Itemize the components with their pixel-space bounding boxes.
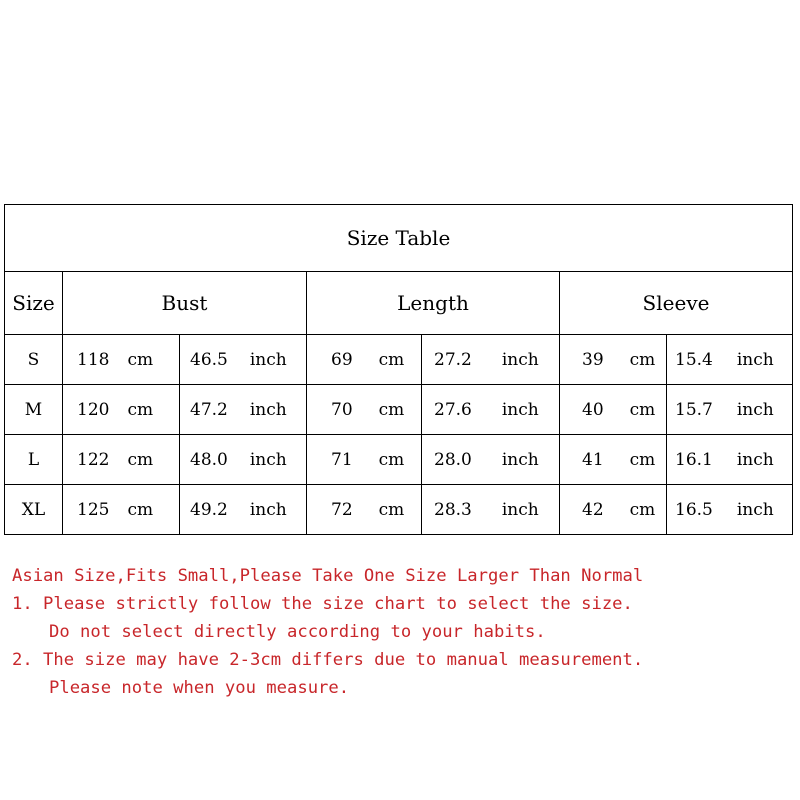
bust-cm-value: 118 (77, 349, 110, 370)
inch-unit: inch (249, 499, 287, 520)
size-table (4, 204, 793, 535)
inch-unit: inch (501, 399, 539, 420)
inch-unit: inch (249, 349, 287, 370)
cm-unit: cm (127, 399, 154, 420)
sleeve-inch-cell (667, 335, 793, 385)
sleeve-cm-cell (560, 435, 667, 485)
length-cm-cell (307, 435, 422, 485)
cm-unit: cm (127, 349, 154, 370)
cm-unit: cm (629, 499, 656, 520)
length-cm-cell (307, 335, 422, 385)
cm-unit: cm (378, 399, 405, 420)
cm-unit: cm (378, 499, 405, 520)
bust-inch-cell (180, 435, 307, 485)
bust-cm-cell (63, 485, 180, 535)
bust-inch-value: 49.2 (190, 499, 228, 520)
length-inch-cell (422, 385, 560, 435)
bust-cm-value: 122 (77, 449, 110, 470)
length-inch-value: 28.3 (434, 499, 472, 520)
sleeve-inch-cell (667, 485, 793, 535)
length-inch-cell (422, 335, 560, 385)
sleeve-inch-value: 16.5 (675, 499, 713, 520)
sleeve-inch-cell (667, 385, 793, 435)
header-sleeve: Sleeve (560, 272, 793, 335)
sleeve-inch-value: 15.7 (675, 399, 713, 420)
length-inch-value: 28.0 (434, 449, 472, 470)
length-inch-value: 27.2 (434, 349, 472, 370)
size-notes (12, 562, 792, 702)
bust-cm-cell (63, 335, 180, 385)
length-cm-cell (307, 385, 422, 435)
sleeve-cm-value: 42 (582, 499, 604, 520)
table-row (5, 385, 793, 435)
bust-inch-cell (180, 335, 307, 385)
cm-unit: cm (378, 449, 405, 470)
sleeve-cm-cell (560, 385, 667, 435)
inch-unit: inch (249, 449, 287, 470)
size-label: L (5, 435, 63, 485)
header-length: Length (307, 272, 560, 335)
inch-unit: inch (501, 499, 539, 520)
bust-cm-value: 120 (77, 399, 110, 420)
sleeve-cm-value: 39 (582, 349, 604, 370)
length-cm-cell (307, 485, 422, 535)
note-item-2: 2. The size may have 2-3cm differs due to manual measurement. (12, 650, 644, 670)
inch-unit: inch (736, 449, 774, 470)
sleeve-cm-cell (560, 485, 667, 535)
inch-unit: inch (501, 449, 539, 470)
sleeve-inch-cell (667, 435, 793, 485)
sleeve-cm-value: 41 (582, 449, 604, 470)
table-title: Size Table (5, 205, 793, 272)
inch-unit: inch (501, 349, 539, 370)
note-item-2-continued: Please note when you measure. (49, 678, 350, 698)
cm-unit: cm (378, 349, 405, 370)
bust-cm-value: 125 (77, 499, 110, 520)
sleeve-cm-value: 40 (582, 399, 604, 420)
inch-unit: inch (736, 499, 774, 520)
table-row (5, 485, 793, 535)
sleeve-inch-value: 16.1 (675, 449, 713, 470)
note-item-1: 1. Please strictly follow the size chart to select the size. (12, 594, 633, 614)
size-label: XL (5, 485, 63, 535)
table-row (5, 335, 793, 385)
header-bust: Bust (63, 272, 307, 335)
length-cm-value: 70 (331, 399, 353, 420)
bust-inch-value: 46.5 (190, 349, 228, 370)
bust-cm-cell (63, 385, 180, 435)
bust-inch-value: 47.2 (190, 399, 228, 420)
cm-unit: cm (127, 499, 154, 520)
length-inch-value: 27.6 (434, 399, 472, 420)
cm-unit: cm (629, 349, 656, 370)
size-label: M (5, 385, 63, 435)
cm-unit: cm (629, 399, 656, 420)
inch-unit: inch (249, 399, 287, 420)
cm-unit: cm (629, 449, 656, 470)
length-cm-value: 71 (331, 449, 353, 470)
length-inch-cell (422, 435, 560, 485)
inch-unit: inch (736, 349, 774, 370)
bust-inch-cell (180, 485, 307, 535)
size-label: S (5, 335, 63, 385)
bust-inch-cell (180, 385, 307, 435)
length-inch-cell (422, 485, 560, 535)
bust-inch-value: 48.0 (190, 449, 228, 470)
length-cm-value: 72 (331, 499, 353, 520)
length-cm-value: 69 (331, 349, 353, 370)
note-asian-size: Asian Size,Fits Small,Please Take One Size Larger Than Normal (12, 566, 644, 586)
sleeve-cm-cell (560, 335, 667, 385)
header-size: Size (5, 272, 63, 335)
table-row (5, 435, 793, 485)
bust-cm-cell (63, 435, 180, 485)
inch-unit: inch (736, 399, 774, 420)
sleeve-inch-value: 15.4 (675, 349, 713, 370)
cm-unit: cm (127, 449, 154, 470)
note-item-1-continued: Do not select directly according to your habits. (49, 622, 546, 642)
